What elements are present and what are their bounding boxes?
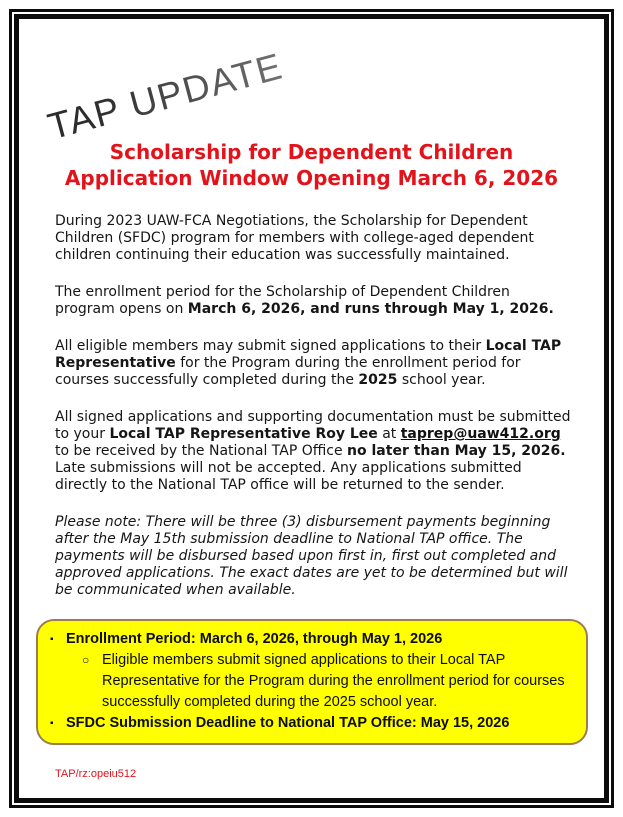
email-link[interactable]: taprep@uaw412.org [400, 426, 561, 442]
tap-update-watermark: TAP UPDATE [43, 45, 288, 148]
sub-bullet-eligible-members [82, 650, 578, 713]
text-run: All signed applications and supporting documentation must be submitted to your [55, 409, 571, 442]
text-run: to be received by the National TAP Office [55, 443, 348, 459]
enrollment-dates-bold: March 6, 2026, and runs through May 1, 2026. [187, 301, 554, 317]
text-run: school year. [397, 372, 486, 388]
local-tap-rep-bold: Local TAP Representative [55, 338, 562, 371]
school-year-bold: 2025 [358, 372, 398, 388]
deadline-bold: no later than May 15, 2026. [347, 443, 566, 459]
text-run: The enrollment period for the Scholarship of Dependent Children program opens on [55, 284, 510, 317]
text-run: for the Program during the enrollment period for courses successfully completed during the [55, 355, 521, 388]
paragraph-enrollment-period [55, 284, 574, 318]
document-body [19, 191, 604, 599]
text-run: All eligible members may submit signed applications to their [55, 338, 486, 354]
footer-reference: TAP/rz:opeiu512 [55, 768, 137, 780]
square-bullet-icon: ▪ [50, 718, 54, 729]
paragraph-eligible-members [55, 338, 574, 389]
bullet-text: SFDC Submission Deadline to National TAP Office: May 15, 2026 [66, 715, 510, 731]
page-border-inner [14, 14, 609, 803]
paragraph-submission-instructions [55, 409, 574, 494]
title-line-1: Scholarship for Dependent Children [109, 140, 514, 164]
page-border-outer [9, 9, 614, 808]
bullet-enrollment-period [50, 629, 578, 650]
bullet-sfdc-deadline [50, 713, 578, 734]
paragraph-negotiations [55, 213, 574, 264]
paragraph-disbursement-note [55, 514, 574, 599]
title-line-2: Application Window Opening March 6, 2026 [64, 166, 559, 190]
text-run: Late submissions will not be accepted. Any applications submitted directly to the National TAP office will be returned to the sender. [55, 460, 522, 493]
bullet-text: Enrollment Period: March 6, 2026, through May 1, 2026 [66, 631, 443, 647]
highlight-box [36, 619, 588, 745]
text-run: During 2023 UAW-FCA Negotiations, the Scholarship for Dependent Children (SFDC) program for members with college-aged dependent children continuing their education was successfully maintained. [55, 213, 534, 263]
text-run: at [377, 426, 401, 442]
sub-bullet-text: Eligible members submit signed applications to their Local TAP Representative for the Program during the enrollment period for courses successfully completed during the 2025 school year. [102, 652, 565, 710]
rep-name-bold: Local TAP Representative Roy Lee [109, 426, 378, 442]
circle-bullet-icon: ○ [82, 653, 90, 667]
text-run: Please note: There will be three (3) disbursement payments beginning after the May 15th submission deadline to National TAP office. The payments will be disbursed based upon first in, first out completed and approved applications. The exact dates are yet to be determined but will be communicated when available. [55, 514, 568, 598]
square-bullet-icon: ▪ [50, 634, 54, 645]
